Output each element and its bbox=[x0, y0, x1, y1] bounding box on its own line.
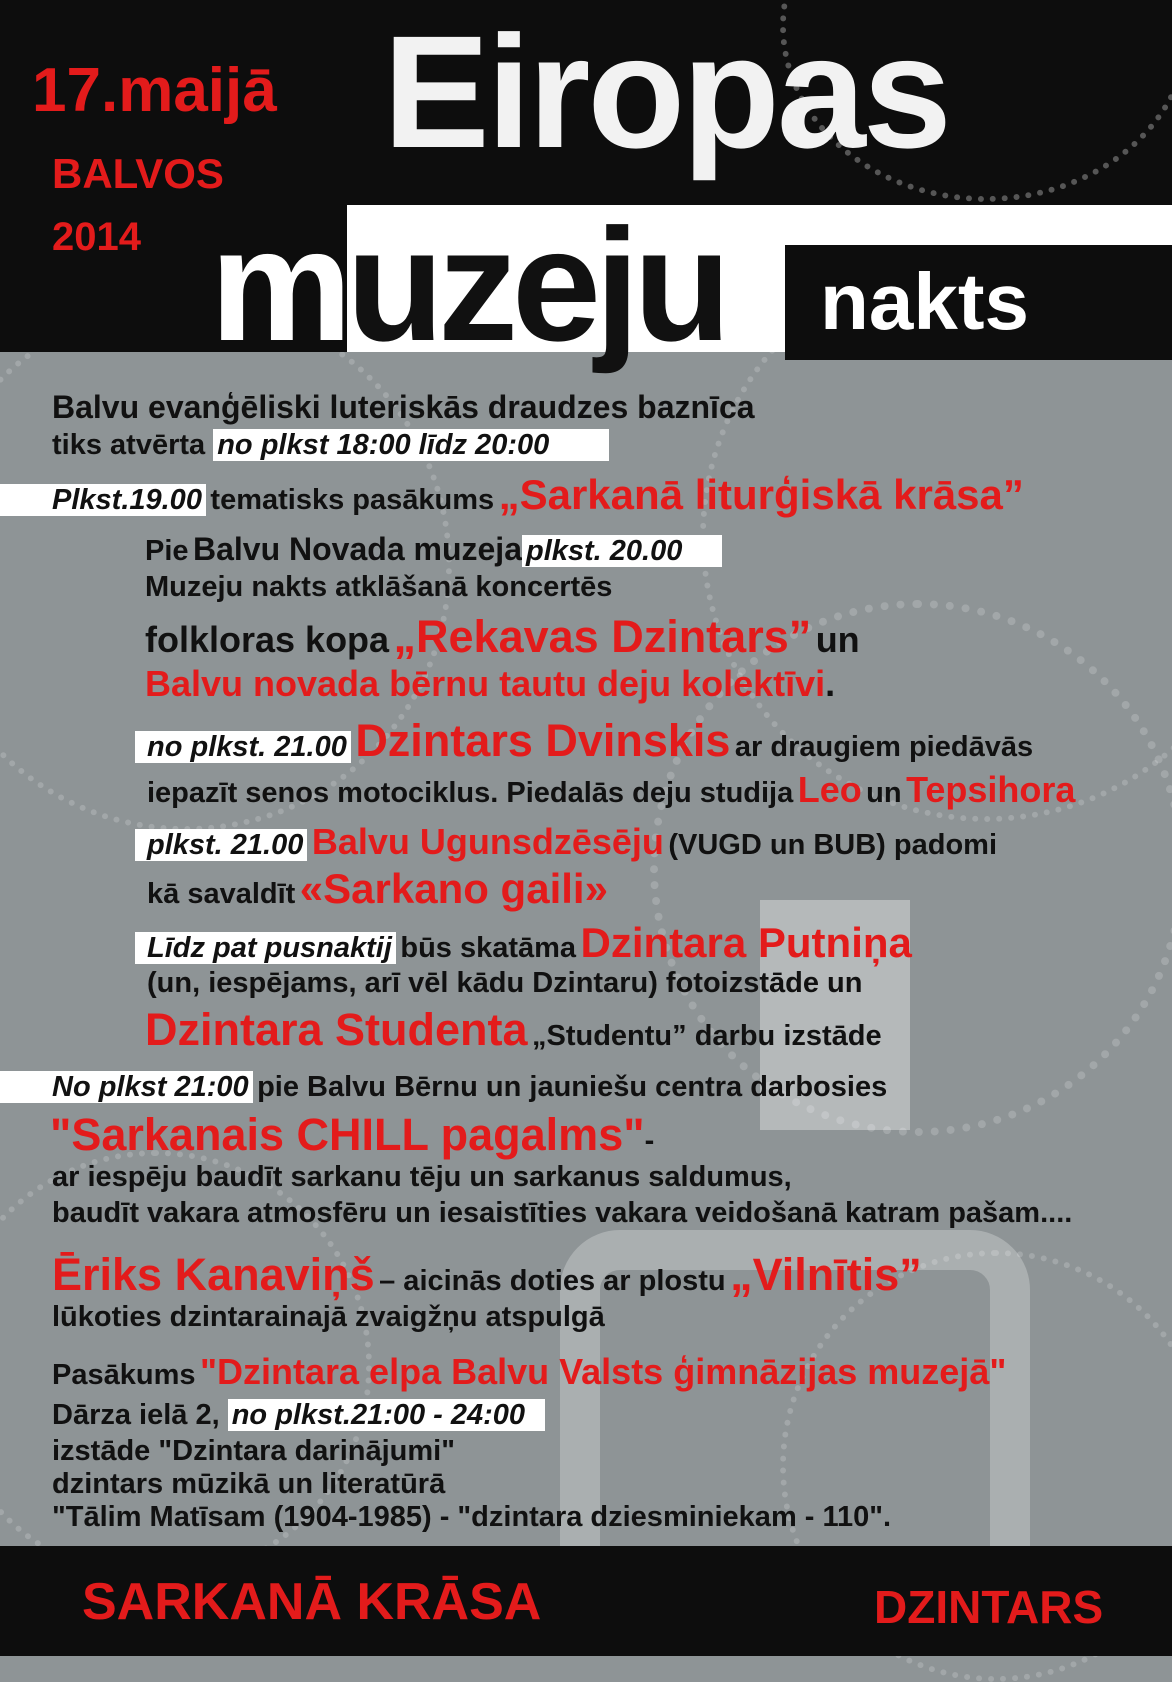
photo-line3 bbox=[145, 1005, 882, 1055]
church-event-title: „Sarkanā liturģiskā krāsa” bbox=[498, 471, 1024, 518]
event-year: 2014 bbox=[52, 215, 141, 259]
museum-name: Balvu Novada muzeja bbox=[192, 531, 522, 567]
chill-text3: baudīt vakara atmosfēru un iesaistīties vakara veidošanā katram pašam.... bbox=[52, 1197, 1073, 1229]
firemen-line bbox=[135, 822, 997, 862]
gymnasium-line2: dzintars mūzikā un literatūrā bbox=[52, 1468, 446, 1500]
title-nakts: nakts bbox=[820, 257, 1029, 346]
gymnasium-title: "Dzintara elpa Balvu Valsts ģimnāzijas muzejā" bbox=[199, 1351, 1007, 1392]
dvinskis-text1: ar draugiem piedāvās bbox=[734, 731, 1034, 763]
gymnasium-line bbox=[52, 1352, 1006, 1392]
dvinskis-leo: Leo bbox=[797, 769, 862, 810]
church-open-time: no plkst 18:00 līdz 20:00 bbox=[213, 429, 609, 461]
museum-children-line bbox=[145, 664, 835, 704]
museum-children: Balvu novada bērnu tautu deju kolektīvi bbox=[145, 663, 826, 704]
title-muzeju-rest: uzeju bbox=[346, 195, 726, 374]
chill-line bbox=[0, 1072, 887, 1104]
dvinskis-time: no plkst. 21.00 bbox=[135, 731, 351, 763]
photo-text3: „Studentu” darbu izstāde bbox=[532, 1020, 882, 1052]
title-eiropas: Eiropas bbox=[383, 2, 949, 181]
museum-line bbox=[145, 532, 722, 568]
museum-folk-name: „Rekavas Dzintars” bbox=[393, 611, 812, 662]
gymnasium-prefix: Pasākums bbox=[52, 1359, 196, 1391]
event-place: BALVOS bbox=[52, 150, 224, 197]
museum-folk-line bbox=[145, 612, 860, 662]
dvinskis-name: Dzintars Dvinskis bbox=[355, 715, 731, 766]
dvinskis-line2 bbox=[147, 770, 1075, 810]
eriks-text1: – aicinās doties ar plostu bbox=[379, 1265, 726, 1297]
gymnasium-address-line bbox=[52, 1400, 545, 1432]
eriks-text2: lūkoties dzintarainajā zvaigžņu atspulgā bbox=[52, 1301, 605, 1333]
church-event-text: tematisks pasākums bbox=[210, 484, 495, 516]
photo-text2: (un, iespējams, arī vēl kādu Dzintaru) fotoizstāde un bbox=[147, 967, 863, 999]
footer-theme-left: SARKANĀ KRĀSA bbox=[82, 1573, 542, 1631]
title-muzeju-first-letter: m bbox=[210, 195, 347, 374]
chill-time: No plkst 21:00 bbox=[0, 1071, 253, 1103]
gymnasium-line1: izstāde "Dzintara darinājumi" bbox=[52, 1435, 455, 1467]
event-date: 17.maijā bbox=[32, 56, 277, 125]
firemen-time: plkst. 21.00 bbox=[135, 829, 307, 861]
photo-time: Līdz pat pusnaktij bbox=[135, 932, 396, 964]
gymnasium-line3: "Tālim Matīsam (1904-1985) - "dzintara dziesminiekam - 110". bbox=[52, 1501, 892, 1533]
chill-text1: pie Balvu Bērnu un jauniešu centra darbosies bbox=[257, 1071, 888, 1103]
museum-un: un bbox=[815, 619, 860, 660]
firemen-title: «Sarkano gaili» bbox=[299, 865, 608, 912]
museum-opening: Muzeju nakts atklāšanā koncertēs bbox=[145, 571, 613, 603]
church-open-line bbox=[52, 430, 609, 462]
firemen-text1: (VUGD un BUB) padomi bbox=[668, 829, 998, 861]
eriks-name: Ēriks Kanaviņš bbox=[52, 1249, 375, 1300]
dvinskis-line bbox=[135, 716, 1033, 766]
firemen-name: Balvu Ugunsdzēsēju bbox=[311, 821, 664, 862]
title-muzeju bbox=[210, 195, 726, 374]
church-event-line bbox=[0, 472, 1024, 518]
photo-line bbox=[135, 920, 912, 966]
chill-title: "Sarkanais CHILL pagalms" bbox=[50, 1109, 645, 1160]
museum-folk-prefix: folkloras kopa bbox=[145, 619, 390, 660]
gymnasium-address: Dārza ielā 2, bbox=[52, 1399, 220, 1431]
photo-name: Dzintara Putniņa bbox=[580, 919, 912, 966]
museum-period: . bbox=[825, 663, 836, 704]
firemen-line2 bbox=[147, 866, 608, 912]
eriks-raft: „Vilnītis” bbox=[730, 1249, 922, 1300]
footer-theme-right: DZINTARS bbox=[874, 1581, 1104, 1633]
photo-student: Dzintara Studenta bbox=[145, 1004, 528, 1055]
church-open-prefix: tiks atvērta bbox=[52, 429, 206, 461]
chill-text2: ar iespēju baudīt sarkanu tēju un sarkanus saldumus, bbox=[52, 1161, 792, 1193]
photo-text1: būs skatāma bbox=[400, 932, 577, 964]
firemen-text2: kā savaldīt bbox=[147, 878, 296, 910]
church-event-time: Plkst.19.00 bbox=[0, 484, 206, 516]
eriks-line bbox=[52, 1250, 922, 1300]
dvinskis-text2: iepazīt senos motociklus. Piedalās deju studija bbox=[147, 777, 794, 809]
church-name: Balvu evanģēliski luteriskās draudzes baznīca bbox=[52, 389, 755, 425]
museum-pie: Pie bbox=[145, 535, 189, 567]
chill-title-line bbox=[50, 1110, 654, 1160]
dvinskis-tepsihora: Tepsihora bbox=[906, 769, 1076, 810]
gymnasium-time: no plkst.21:00 - 24:00 bbox=[228, 1399, 545, 1431]
chill-dash: - bbox=[644, 1125, 655, 1157]
dvinskis-un: un bbox=[866, 777, 902, 809]
museum-time: plkst. 20.00 bbox=[522, 535, 722, 567]
